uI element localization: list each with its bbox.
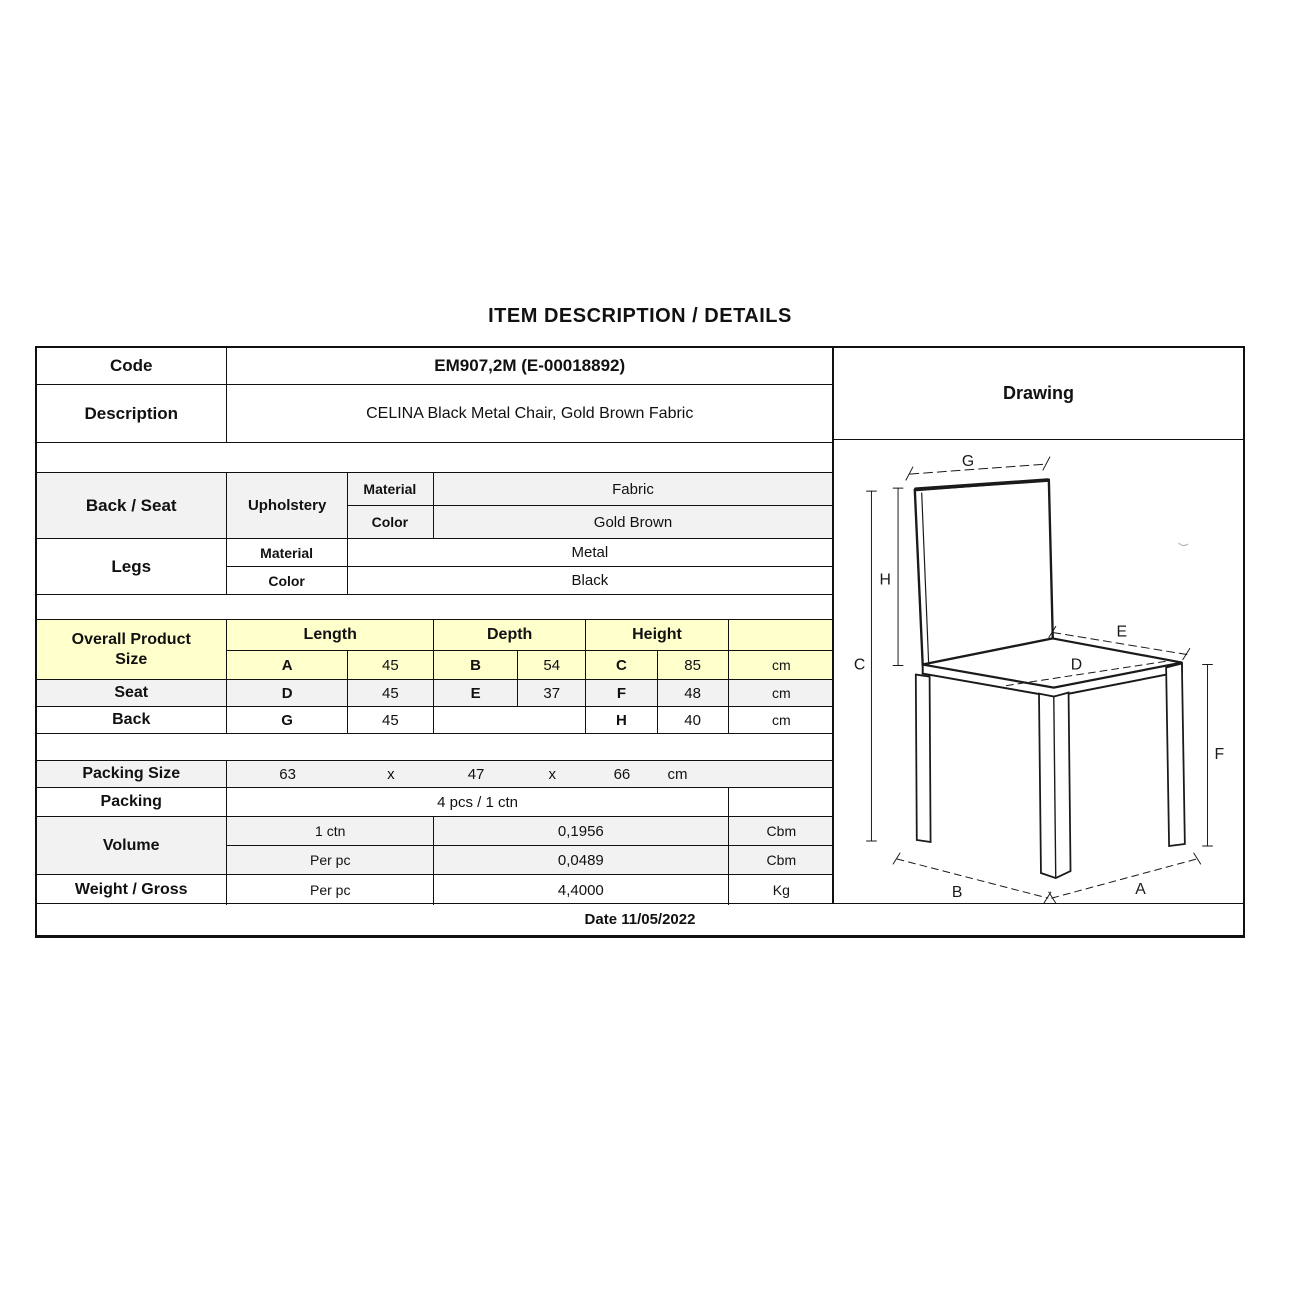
packing-size-x1: x — [348, 761, 434, 788]
dim-line-f — [1203, 665, 1213, 846]
overall-unit: cm — [729, 651, 832, 680]
packing-value: 4 pcs / 1 ctn — [227, 788, 728, 817]
chair-drawing — [834, 440, 1243, 903]
dim-val-f: 48 — [658, 680, 729, 707]
chair-leg-right — [1166, 664, 1185, 846]
spec-table — [37, 348, 832, 905]
dim-label-d: D — [1070, 656, 1083, 674]
spacer-cell — [37, 443, 832, 473]
dim-key-e: E — [434, 680, 518, 707]
dim-label-c: C — [853, 656, 866, 674]
dim-val-d: 45 — [348, 680, 434, 707]
back-seat-material-label: Material — [348, 473, 434, 506]
weight-row — [37, 875, 832, 905]
seat-unit: cm — [729, 680, 832, 707]
description-value: CELINA Black Metal Chair, Gold Brown Fabric — [227, 385, 832, 443]
chair-leg-left — [916, 675, 931, 842]
upholstery-label: Upholstery — [227, 473, 347, 539]
dim-label-b: B — [951, 883, 963, 902]
dim-key-g: G — [227, 707, 347, 734]
volume-value-2: 0,0489 — [434, 846, 729, 875]
dim-val-b: 54 — [518, 651, 586, 680]
height-header: Height — [586, 620, 728, 651]
volume-row-1 — [37, 817, 832, 846]
dim-val-g: 45 — [348, 707, 434, 734]
weight-unit: Kg — [772, 882, 790, 898]
dim-label-e: E — [1116, 623, 1128, 641]
legs-label: Legs — [37, 539, 227, 595]
drawing-panel — [832, 348, 1243, 903]
dim-label-h: H — [879, 571, 891, 589]
packing-empty-cell — [729, 788, 832, 817]
volume-value-1: 0,1956 — [434, 817, 729, 846]
back-seat-color-label: Color — [348, 506, 434, 539]
dim-line-c — [867, 491, 877, 841]
back-unit: cm — [729, 707, 832, 734]
dim-key-c: C — [586, 651, 657, 680]
size-header-empty-cell — [729, 620, 832, 651]
packing-row — [37, 788, 832, 817]
legs-material-value: Metal — [348, 539, 832, 567]
weight-value: 4,4000 — [434, 875, 729, 905]
dim-key-h: H — [586, 707, 657, 734]
back-seat-label: Back / Seat — [37, 473, 227, 539]
legs-material-row — [37, 539, 832, 567]
back-seat-color-value: Gold Brown — [434, 506, 832, 539]
spacer-row — [37, 443, 832, 473]
description-label: Description — [37, 385, 227, 443]
spacer-row — [37, 734, 832, 761]
dim-key-d: D — [227, 680, 347, 707]
spec-sheet — [35, 346, 1245, 938]
volume-label: Volume — [37, 817, 227, 875]
dim-key-b: B — [434, 651, 518, 680]
dim-val-h: 40 — [658, 707, 729, 734]
chair-drawing-svg — [834, 440, 1243, 903]
legs-material-label: Material — [227, 539, 347, 567]
description-row — [37, 385, 832, 443]
packing-label: Packing — [37, 788, 227, 817]
seat-size-row — [37, 680, 832, 707]
packing-size-row — [37, 761, 832, 788]
page-title: ITEM DESCRIPTION / DETAILS — [488, 305, 792, 327]
dim-label-a: A — [1135, 880, 1146, 899]
dim-line-h — [893, 488, 903, 665]
code-value: EM907,2M (E-00018892) — [227, 348, 832, 385]
packing-size-unit: cm — [658, 761, 729, 788]
drawing-title: Drawing — [834, 348, 1243, 440]
back-size-empty-cell — [434, 707, 586, 734]
packing-size-v2: 47 — [434, 761, 518, 788]
dim-line-g — [906, 457, 1050, 480]
dim-label-g: G — [961, 452, 975, 471]
dim-label-f: F — [1214, 745, 1225, 763]
dim-line-b — [893, 853, 1051, 903]
spacer-cell — [37, 734, 832, 761]
overall-product-size-label: Overall Product Size — [37, 620, 227, 680]
volume-qty-2: Per pc — [227, 846, 434, 875]
dim-key-a: A — [227, 651, 347, 680]
volume-unit-2: Cbm — [729, 846, 832, 875]
back-seat-material-row — [37, 473, 832, 506]
code-row — [37, 348, 832, 385]
legs-color-label: Color — [227, 567, 347, 595]
dim-val-a: 45 — [348, 651, 434, 680]
weight-label: Weight / Gross — [37, 875, 227, 905]
spacer-cell — [37, 595, 832, 620]
size-header-row — [37, 620, 832, 651]
dim-line-a — [1049, 853, 1201, 903]
dim-val-e: 37 — [518, 680, 586, 707]
length-header: Length — [227, 620, 434, 651]
back-seat-material-value: Fabric — [434, 473, 832, 506]
back-label: Back — [37, 707, 227, 734]
packing-size-x2: x — [518, 761, 586, 788]
legs-color-value: Black — [348, 567, 832, 595]
depth-header: Depth — [434, 620, 586, 651]
packing-size-empty-cell — [729, 761, 832, 788]
date-row: Date 11/05/2022 — [37, 903, 1243, 935]
volume-qty-1: 1 ctn — [227, 817, 434, 846]
scan-artifact — [1179, 543, 1188, 545]
code-label: Code — [37, 348, 227, 385]
sheet-main — [37, 348, 1243, 903]
seat-label: Seat — [37, 680, 227, 707]
packing-size-v3: 66 — [586, 761, 657, 788]
spacer-row — [37, 595, 832, 620]
packing-size-label: Packing Size — [37, 761, 227, 788]
packing-size-v1: 63 — [227, 761, 347, 788]
chair-back — [915, 480, 1053, 664]
weight-qty: Per pc — [227, 875, 434, 905]
volume-unit-1: Cbm — [729, 817, 832, 846]
back-size-row — [37, 707, 832, 734]
dim-key-f: F — [586, 680, 657, 707]
dim-val-c: 85 — [658, 651, 729, 680]
